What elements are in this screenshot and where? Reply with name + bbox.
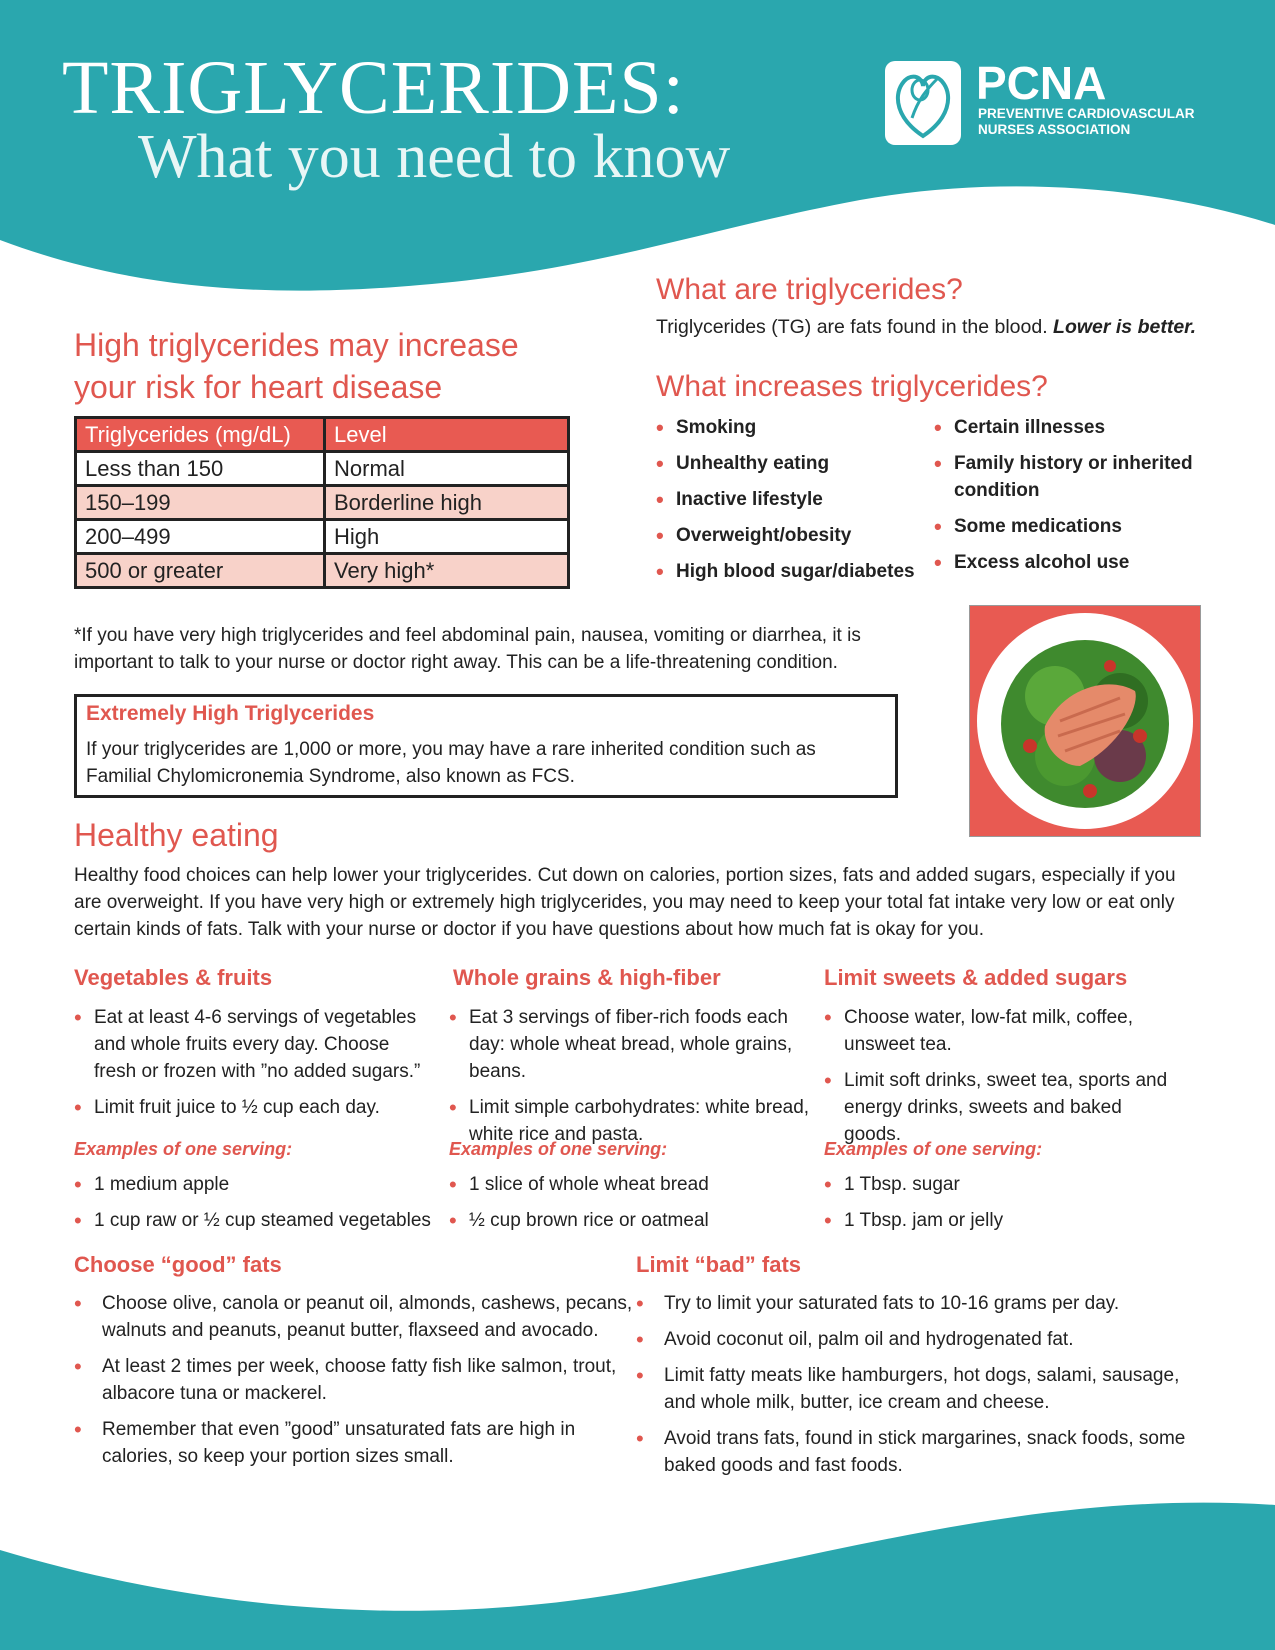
increases-list-1 xyxy=(656,414,926,594)
list-item: • Excess alcohol use xyxy=(934,549,1214,576)
examples-label: Examples of one serving: xyxy=(74,1139,293,1159)
list-item: • Smoking xyxy=(656,414,926,441)
list-item: • Some medications xyxy=(934,513,1214,540)
list-item: • 1 Tbsp. jam or jelly xyxy=(824,1207,1184,1234)
table-cell: Very high* xyxy=(325,554,569,588)
list-item: • Choose water, low-fat milk, coffee, unsweet tea. xyxy=(824,1004,1184,1058)
table-row xyxy=(76,486,569,520)
footer-wave xyxy=(0,1470,1275,1650)
sweets-list xyxy=(824,1004,1184,1157)
list-item: • At least 2 times per week, choose fatty fish like salmon, trout, albacore tuna or mackerel. xyxy=(74,1353,634,1407)
table-cell: Normal xyxy=(325,452,569,486)
increases-list-2 xyxy=(934,414,1214,585)
sweets-examples xyxy=(824,1171,1184,1243)
list-item: • Family history or inherited condition xyxy=(934,450,1214,504)
table-header: Level xyxy=(325,418,569,452)
list-item: • Inactive lifestyle xyxy=(656,486,926,513)
healthy-eating-heading: Healthy eating xyxy=(74,817,279,853)
examples-label: Examples of one serving: xyxy=(824,1139,1043,1159)
page-subtitle: What you need to know xyxy=(138,123,731,191)
list-item: • Remember that even ”good” unsaturated fats are high in calories, so keep your portion sizes small. xyxy=(74,1416,634,1470)
table-cell: Less than 150 xyxy=(76,452,325,486)
table-cell: 200–499 xyxy=(76,520,325,554)
whole-grains-heading: Whole grains & high-fiber xyxy=(453,965,721,990)
logo-name: PCNA xyxy=(976,57,1107,109)
table-row xyxy=(76,520,569,554)
page-title: TRIGLYCERIDES: xyxy=(62,46,685,130)
table-cell: 500 or greater xyxy=(76,554,325,588)
extreme-text: If your triglycerides are 1,000 or more, you may have a rare inherited condition such as Familial Chylomicronemia Syndrome, also known as FCS. xyxy=(86,739,816,787)
vegetables-heading: Vegetables & fruits xyxy=(74,965,273,990)
logo-subtitle: PREVENTIVE CARDIOVASCULAR NURSES ASSOCIATION xyxy=(978,106,1195,137)
sweets-heading: Limit sweets & added sugars xyxy=(824,965,1128,990)
list-item: • Limit soft drinks, sweet tea, sports and energy drinks, sweets and baked goods. xyxy=(824,1067,1184,1148)
table-cell: High xyxy=(325,520,569,554)
list-item: • Avoid trans fats, found in stick margarines, snack foods, some baked goods and fast foods. xyxy=(636,1425,1196,1479)
list-item: • Avoid coconut oil, palm oil and hydrogenated fat. xyxy=(636,1326,1196,1353)
what-are-text: Triglycerides (TG) are fats found in the blood. Lower is better. xyxy=(656,316,1197,338)
list-item: • ½ cup brown rice or oatmeal xyxy=(449,1207,814,1234)
whole-grains-examples xyxy=(449,1171,814,1243)
heart-logo-icon xyxy=(884,60,962,146)
vegetables-list xyxy=(74,1004,434,1130)
increases-heading: What increases triglycerides? xyxy=(656,370,1048,403)
list-item: • Unhealthy eating xyxy=(656,450,926,477)
table-row xyxy=(76,554,569,588)
what-are-heading: What are triglycerides? xyxy=(656,273,963,306)
list-item: • 1 Tbsp. sugar xyxy=(824,1171,1184,1198)
list-item: • Overweight/obesity xyxy=(656,522,926,549)
table-row xyxy=(76,452,569,486)
whole-grains-list xyxy=(449,1004,814,1157)
risk-heading: High triglycerides may increase your risk for heart disease xyxy=(74,327,519,405)
extreme-heading: Extremely High Triglycerides xyxy=(86,702,375,725)
list-item: • Eat at least 4-6 servings of vegetables and whole fruits every day. Choose fresh or frozen with ”no added sugars.” xyxy=(74,1004,434,1085)
list-item: • 1 slice of whole wheat bread xyxy=(449,1171,814,1198)
list-item: • Limit fruit juice to ½ cup each day. xyxy=(74,1094,434,1121)
good-fats-list xyxy=(74,1290,634,1479)
vegetables-examples xyxy=(74,1171,434,1243)
list-item: • Eat 3 servings of fiber-rich foods each day: whole wheat bread, whole grains, beans. xyxy=(449,1004,814,1085)
salad-image xyxy=(969,605,1201,837)
list-item: • High blood sugar/diabetes xyxy=(656,558,926,585)
table-cell: Borderline high xyxy=(325,486,569,520)
healthy-eating-text: Healthy food choices can help lower your triglycerides. Cut down on calories, portion sizes, fats and added sugars, especially if you are overweight. If you have very high or extremely high triglycerides, you may need to keep your total fat intake very low or eat only certain kinds of fats. Talk with your nurse or doctor if you have questions about how much fat is okay for you. xyxy=(74,865,1176,940)
table-cell: 150–199 xyxy=(76,486,325,520)
good-fats-heading: Choose “good” fats xyxy=(74,1252,282,1277)
table-header: Triglycerides (mg/dL) xyxy=(76,418,325,452)
list-item: • Try to limit your saturated fats to 10-16 grams per day. xyxy=(636,1290,1196,1317)
table-footnote: *If you have very high triglycerides and feel abdominal pain, nausea, vomiting or diarrhea, it is important to talk to your nurse or doctor right away. This can be a life-threatening condition. xyxy=(74,625,861,673)
list-item: • 1 medium apple xyxy=(74,1171,434,1198)
list-item: • Limit fatty meats like hamburgers, hot dogs, salami, sausage, and whole milk, butter, ice cream and cheese. xyxy=(636,1362,1196,1416)
examples-label: Examples of one serving: xyxy=(449,1139,668,1159)
list-item: • Limit simple carbohydrates: white bread, white rice and pasta. xyxy=(449,1094,814,1148)
triglyceride-levels-table xyxy=(74,416,570,589)
bad-fats-heading: Limit “bad” fats xyxy=(636,1252,802,1277)
list-item: • Certain illnesses xyxy=(934,414,1214,441)
bad-fats-list xyxy=(636,1290,1196,1488)
list-item: • Choose olive, canola or peanut oil, almonds, cashews, pecans, walnuts and peanuts, peanut butter, flaxseed and avocado. xyxy=(74,1290,634,1344)
list-item: • 1 cup raw or ½ cup steamed vegetables xyxy=(74,1207,434,1234)
